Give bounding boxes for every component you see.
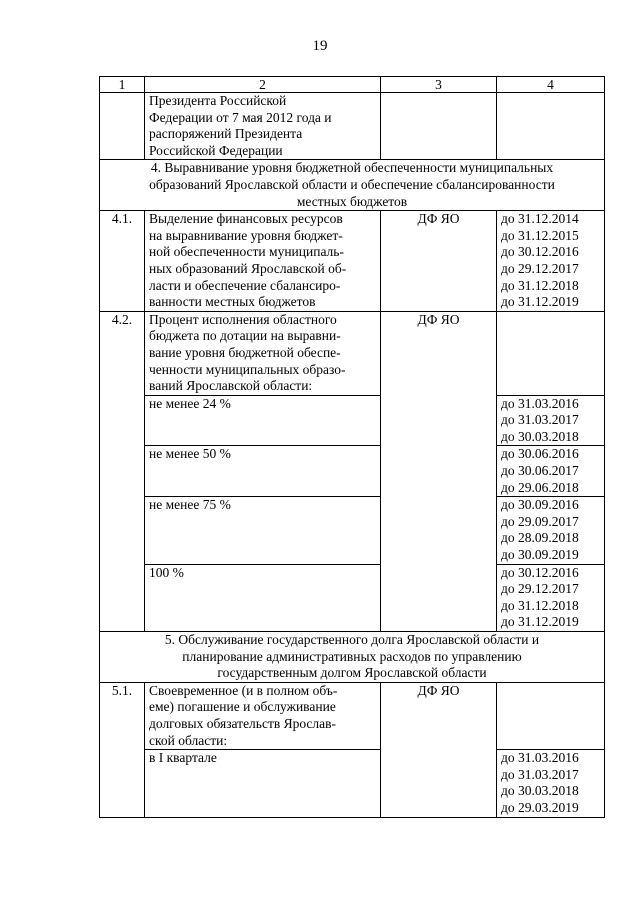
deadline: до 31.12.2018 — [501, 277, 579, 293]
text-line: Российской Федерации — [149, 142, 283, 158]
subrow-4-2-b — [100, 446, 605, 497]
row-description — [145, 311, 381, 395]
text-line: бюджета по дотации на выравни- — [149, 328, 341, 344]
text-line: Федерации от 7 мая 2012 года и — [149, 109, 332, 125]
subrow-label: в I квартале — [145, 750, 381, 817]
deadline: до 29.06.2018 — [501, 479, 579, 495]
text-line: Президента Российской — [149, 93, 287, 108]
row-deadlines-empty — [497, 682, 605, 749]
plan-table — [99, 76, 605, 818]
deadline: до 30.09.2019 — [501, 547, 579, 563]
text-line: долговых обязательств Ярослав- — [149, 715, 337, 731]
subrow-label: не менее 75 % — [145, 497, 381, 564]
subrow-4-2-c — [100, 497, 605, 564]
continuation-num — [100, 93, 145, 160]
deadline: до 31.12.2014 — [501, 211, 579, 227]
deadline: до 29.12.2017 — [501, 260, 579, 276]
text-line: вание уровня бюджетной обеспе- — [149, 344, 341, 360]
text-line: распоряжений Президента — [149, 126, 303, 142]
continuation-text — [145, 93, 381, 160]
subrow-label: не менее 24 % — [145, 395, 381, 446]
deadline: до 30.06.2016 — [501, 446, 579, 462]
deadline: до 30.03.2018 — [501, 783, 579, 799]
text-line: ной обеспеченности муниципаль- — [149, 244, 344, 260]
text-line: ской области: — [149, 732, 228, 748]
header-col-4: 4 — [497, 77, 605, 93]
deadline: до 30.09.2016 — [501, 497, 579, 513]
row-number: 4.2. — [100, 311, 145, 631]
deadline: до 31.12.2019 — [501, 294, 579, 310]
deadline: до 31.12.2018 — [501, 597, 579, 613]
text-line: ласти и обеспечение сбалансиро- — [149, 277, 341, 293]
deadline: до 31.12.2019 — [501, 614, 579, 630]
section-title-line: 5. Обслуживание государственного долга Ярославской области и — [164, 632, 540, 647]
page-number: 19 — [312, 38, 328, 54]
row-deadlines-empty — [497, 311, 605, 395]
deadline: до 30.06.2017 — [501, 463, 579, 479]
deadline: до 31.03.2017 — [501, 766, 579, 782]
deadline: до 30.12.2016 — [501, 564, 579, 580]
text-line: ваний Ярославской области: — [149, 378, 313, 394]
header-col-2: 2 — [145, 77, 381, 93]
section-title-line: государственным долгом Ярославской области — [217, 665, 487, 681]
subrow-label: 100 % — [145, 564, 381, 631]
text-line: ванности местных бюджетов — [149, 294, 316, 310]
section-title-line: планирование административных расходов по управлению — [182, 648, 522, 664]
section-4-title — [100, 160, 605, 211]
text-line: ных образований Ярославской об- — [149, 260, 347, 276]
row-5-1 — [100, 682, 605, 749]
text-line: еме) погашение и обслуживание — [149, 699, 336, 715]
row-4-1 — [100, 211, 605, 312]
deadline: до 31.03.2017 — [501, 412, 579, 428]
deadline: до 31.12.2015 — [501, 227, 579, 243]
header-row — [100, 77, 605, 93]
row-number: 5.1. — [100, 682, 145, 817]
text-line: Выделение финансовых ресурсов — [149, 211, 343, 227]
subrow-deadlines — [497, 564, 605, 631]
subrow-4-2-a — [100, 395, 605, 446]
section-5-row — [100, 632, 605, 683]
row-number: 4.1. — [100, 211, 145, 312]
row-executor: ДФ ЯО — [381, 211, 497, 312]
section-5-title — [100, 632, 605, 683]
subrow-deadlines — [497, 446, 605, 497]
section-title-line: образований Ярославской области и обеспечение сбалансированности — [149, 176, 555, 192]
subrow-4-2-d — [100, 564, 605, 631]
section-title-line: местных бюджетов — [296, 193, 408, 209]
header-col-3: 3 — [381, 77, 497, 93]
continuation-row — [100, 93, 605, 160]
text-line: Своевременное (и в полном объ- — [149, 682, 338, 698]
section-4-row — [100, 160, 605, 211]
subrow-label: не менее 50 % — [145, 446, 381, 497]
deadline: до 30.03.2018 — [501, 428, 579, 444]
row-deadlines — [497, 211, 605, 312]
section-title-line: 4. Выравнивание уровня бюджетной обеспеченности муниципальных — [150, 160, 554, 176]
header-col-1: 1 — [100, 77, 145, 93]
text-line: Процент исполнения областного — [149, 311, 337, 327]
row-executor: ДФ ЯО — [381, 682, 497, 817]
text-line: ченности муниципальных образо- — [149, 361, 346, 377]
continuation-exec — [381, 93, 497, 160]
deadline: до 29.09.2017 — [501, 513, 579, 529]
row-4-2 — [100, 311, 605, 395]
subrow-deadlines — [497, 395, 605, 446]
row-executor: ДФ ЯО — [381, 311, 497, 631]
deadline: до 28.09.2018 — [501, 530, 579, 546]
subrow-deadlines — [497, 497, 605, 564]
deadline: до 31.03.2016 — [501, 750, 579, 766]
subrow-5-1-a — [100, 750, 605, 817]
text-line: на выравнивание уровня бюджет- — [149, 227, 343, 243]
continuation-dates — [497, 93, 605, 160]
deadline: до 29.12.2017 — [501, 581, 579, 597]
subrow-deadlines — [497, 750, 605, 817]
deadline: до 29.03.2019 — [501, 799, 579, 815]
deadline: до 31.03.2016 — [501, 395, 579, 411]
row-description — [145, 682, 381, 749]
deadline: до 30.12.2016 — [501, 244, 579, 260]
row-description — [145, 211, 381, 312]
